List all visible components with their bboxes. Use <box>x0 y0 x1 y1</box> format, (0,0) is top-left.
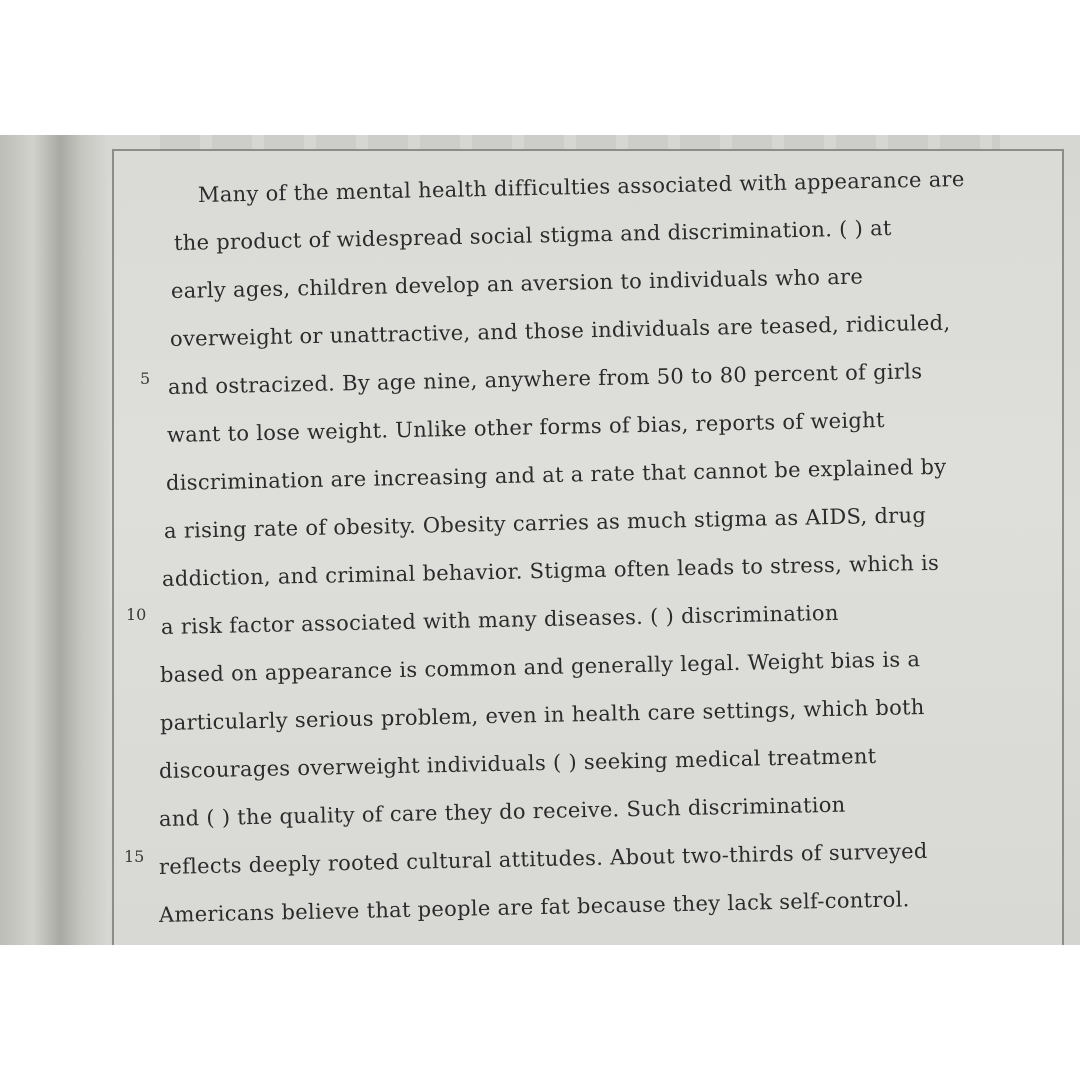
passage-line-8: a rising rate of obesity. Obesity carries as much stigma as AIDS, drug <box>163 503 927 543</box>
passage-line-3: early ages, children develop an aversion to individuals who are <box>170 264 864 303</box>
book-spine <box>0 135 110 945</box>
passage-line-2: the product of widespread social stigma and discrimination. ( ) at <box>173 215 892 255</box>
book-photo <box>0 135 1080 945</box>
faded-header-text <box>160 135 1000 149</box>
passage-line-14: and ( ) the quality of care they do receive. Such discrimination <box>158 792 846 831</box>
passage-line-15: reflects deeply rooted cultural attitudes. About two-thirds of surveyed <box>158 838 928 879</box>
line-number-5: 5 <box>140 369 151 388</box>
passage-line-5: and ostracized. By age nine, anywhere from 50 to 80 percent of girls <box>167 359 923 399</box>
line-number-15: 15 <box>124 847 145 866</box>
passage-line-1: Many of the mental health difficulties associated with appearance are <box>197 166 965 207</box>
passage-line-7: discrimination are increasing and at a rate that cannot be explained by <box>165 454 947 495</box>
passage-line-11: based on appearance is common and generally legal. Weight bias is a <box>159 647 921 687</box>
passage-line-12: particularly serious problem, even in health care settings, which both <box>159 694 925 735</box>
passage-line-4: overweight or unattractive, and those individuals are teased, ridiculed, <box>169 310 951 351</box>
line-number-10: 10 <box>126 605 147 624</box>
passage-line-16: Americans believe that people are fat because they lack self-control. <box>158 887 910 927</box>
passage-line-6: want to lose weight. Unlike other forms of bias, reports of weight <box>166 407 885 447</box>
passage-line-13: discourages overweight individuals ( ) seeking medical treatment <box>158 743 877 783</box>
passage-line-10: a risk factor associated with many diseases. ( ) discrimination <box>160 600 839 639</box>
passage-line-9: addiction, and criminal behavior. Stigma often leads to stress, which is <box>161 550 940 591</box>
